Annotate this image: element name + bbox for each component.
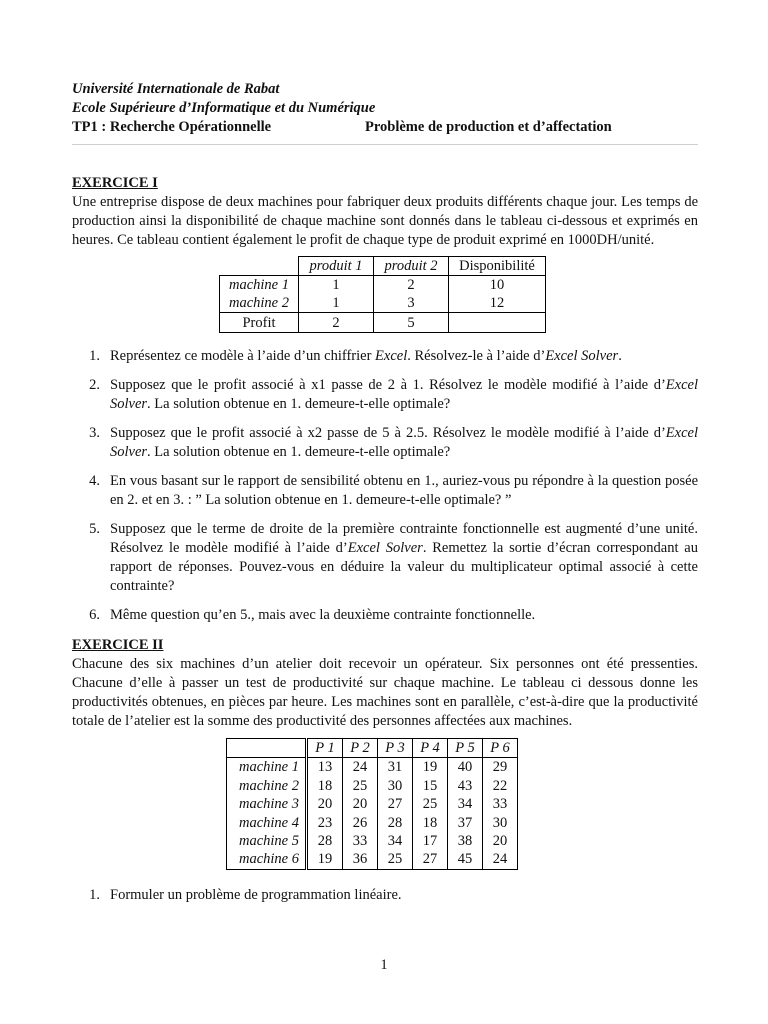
header-cell: P 4 [413,739,448,758]
table-cell: 19 [413,758,448,777]
table-cell: 15 [413,777,448,795]
question-item: 6. Même question qu’en 5., mais avec la deuxième contrainte fonctionnelle. [89,607,536,623]
question-item: 3. Supposez que le profit associé à x2 passe de 5 à 2.5. Résolvez le modèle modifié à l’aide d’Excel Solver. La solution obtenue en 1. demeure-t-elle optimale? [89,425,698,460]
table-cell: 29 [483,758,518,777]
table-row [227,795,518,813]
table-corner [227,739,307,758]
row-label: machine 2 [220,294,299,313]
table-cell: 25 [343,777,378,795]
table-cell: 28 [378,814,413,832]
table-cell: 30 [483,814,518,832]
row-label: machine 1 [220,276,299,295]
table-cell: 33 [483,795,518,813]
header-cell: produit 1 [299,257,374,276]
table-cell [449,313,546,333]
table-row [227,814,518,832]
course-line [72,118,698,137]
table-cell: 24 [483,850,518,869]
table-cell: 1 [299,294,374,313]
document-header [72,80,698,145]
table-cell: 27 [378,795,413,813]
school-name: Ecole Supérieure d’Informatique et du Numérique [72,100,376,116]
table-cell: 25 [378,850,413,869]
table-row [227,777,518,795]
header-cell: P 6 [483,739,518,758]
table-corner [220,257,299,276]
table-cell: 18 [307,777,343,795]
exercise-2-questions [72,886,698,905]
question-item: 5. Supposez que le terme de droite de la première contrainte fonctionnelle est augmenté d’une unité. Résolvez le modèle modifié à l’aide d’Excel Solver. Remettez la sortie d’écran correspondant au rapport de réponses. Pouvez-vous en déduire la valeur du multiplicateur optimal associé à cette contrainte? [89,521,698,594]
document-page [72,80,698,905]
table-cell: 22 [483,777,518,795]
table-cell: 30 [378,777,413,795]
row-label: Profit [220,313,299,333]
exercise-1-intro: Une entreprise dispose de deux machines pour fabriquer deux produits différents chaque jour. Les temps de production ainsi la disponibilité de chaque machine sont donnés dans le tableau ci-dessous et exprimés en heures. Ce tableau contient également le profit de chaque type de produit exprimé en 1000DH/unité. [72,194,698,248]
header-cell: P 3 [378,739,413,758]
productivity-table [226,738,518,870]
table-cell: 20 [483,832,518,850]
table-cell: 13 [307,758,343,777]
exercise-2 [72,636,698,905]
table-cell: 23 [307,814,343,832]
table-cell: 43 [448,777,483,795]
table-cell: 38 [448,832,483,850]
exercise-2-intro: Chacune des six machines d’un atelier doit recevoir un opérateur. Six personnes ont été pressenties. Chacune d’elle à passer un test de productivité sur chaque machine. Le tableau ci dessous donne les productivités obtenues, en pièces par heure. Les machines sont en parallèle, c’est-à-dire que la productivité totale de l’atelier est la somme des productivité des personnes affectées aux machines. [72,656,698,729]
table-cell: 33 [343,832,378,850]
table-cell: 2 [299,313,374,333]
table-row [227,758,518,777]
course-topic: Problème de production et d’affectation [365,119,612,135]
table-cell: 17 [413,832,448,850]
question-item: 2. Supposez que le profit associé à x1 passe de 2 à 1. Résolvez le modèle modifié à l’aide d’Excel Solver. La solution obtenue en 1. demeure-t-elle optimale? [89,377,698,412]
exercise-1-title: EXERCICE I [72,175,158,191]
university-name: Université Internationale de Rabat [72,81,280,97]
exercise-2-title: EXERCICE II [72,637,164,653]
header-cell: produit 2 [374,257,449,276]
table-cell: 28 [307,832,343,850]
question-item: 1. Représentez ce modèle à l’aide d’un chiffrier Excel. Résolvez-le à l’aide d’Excel Solver. [89,348,622,364]
page-number: 1 [380,957,388,973]
exercise-1-questions [72,347,698,625]
table-cell: 34 [448,795,483,813]
table-cell: 3 [374,294,449,313]
table-cell: 31 [378,758,413,777]
table-cell: 24 [343,758,378,777]
table-row [227,832,518,850]
table-cell: 12 [449,294,546,313]
row-label: machine 6 [227,850,307,869]
row-label: machine 3 [227,795,307,813]
row-label: machine 4 [227,814,307,832]
table-cell: 18 [413,814,448,832]
table-cell: 20 [307,795,343,813]
question-item: 4. En vous basant sur le rapport de sensibilité obtenu en 1., auriez-vous pu répondre à la question posée en 2. et en 3. : ” La solution obtenue en 1. demeure-t-elle optimale? ” [89,473,698,508]
table-cell: 37 [448,814,483,832]
header-cell: P 2 [343,739,378,758]
table-cell: 27 [413,850,448,869]
header-cell: P 5 [448,739,483,758]
header-cell: P 1 [307,739,343,758]
table-cell: 20 [343,795,378,813]
table-cell: 34 [378,832,413,850]
table-cell: 40 [448,758,483,777]
row-label: machine 5 [227,832,307,850]
table-cell: 10 [449,276,546,295]
production-table [219,256,546,333]
table-cell: 36 [343,850,378,869]
table-cell: 26 [343,814,378,832]
question-item: 1. Formuler un problème de programmation linéaire. [89,886,402,903]
course-title: TP1 : Recherche Opérationnelle [72,119,272,135]
header-cell: Disponibilité [449,257,546,276]
table-row [227,850,518,869]
table-cell: 19 [307,850,343,869]
exercise-1 [72,174,698,625]
row-label: machine 2 [227,777,307,795]
table-cell: 25 [413,795,448,813]
table-cell: 5 [374,313,449,333]
row-label: machine 1 [227,758,307,777]
table-cell: 1 [299,276,374,295]
table-cell: 2 [374,276,449,295]
table-cell: 45 [448,850,483,869]
